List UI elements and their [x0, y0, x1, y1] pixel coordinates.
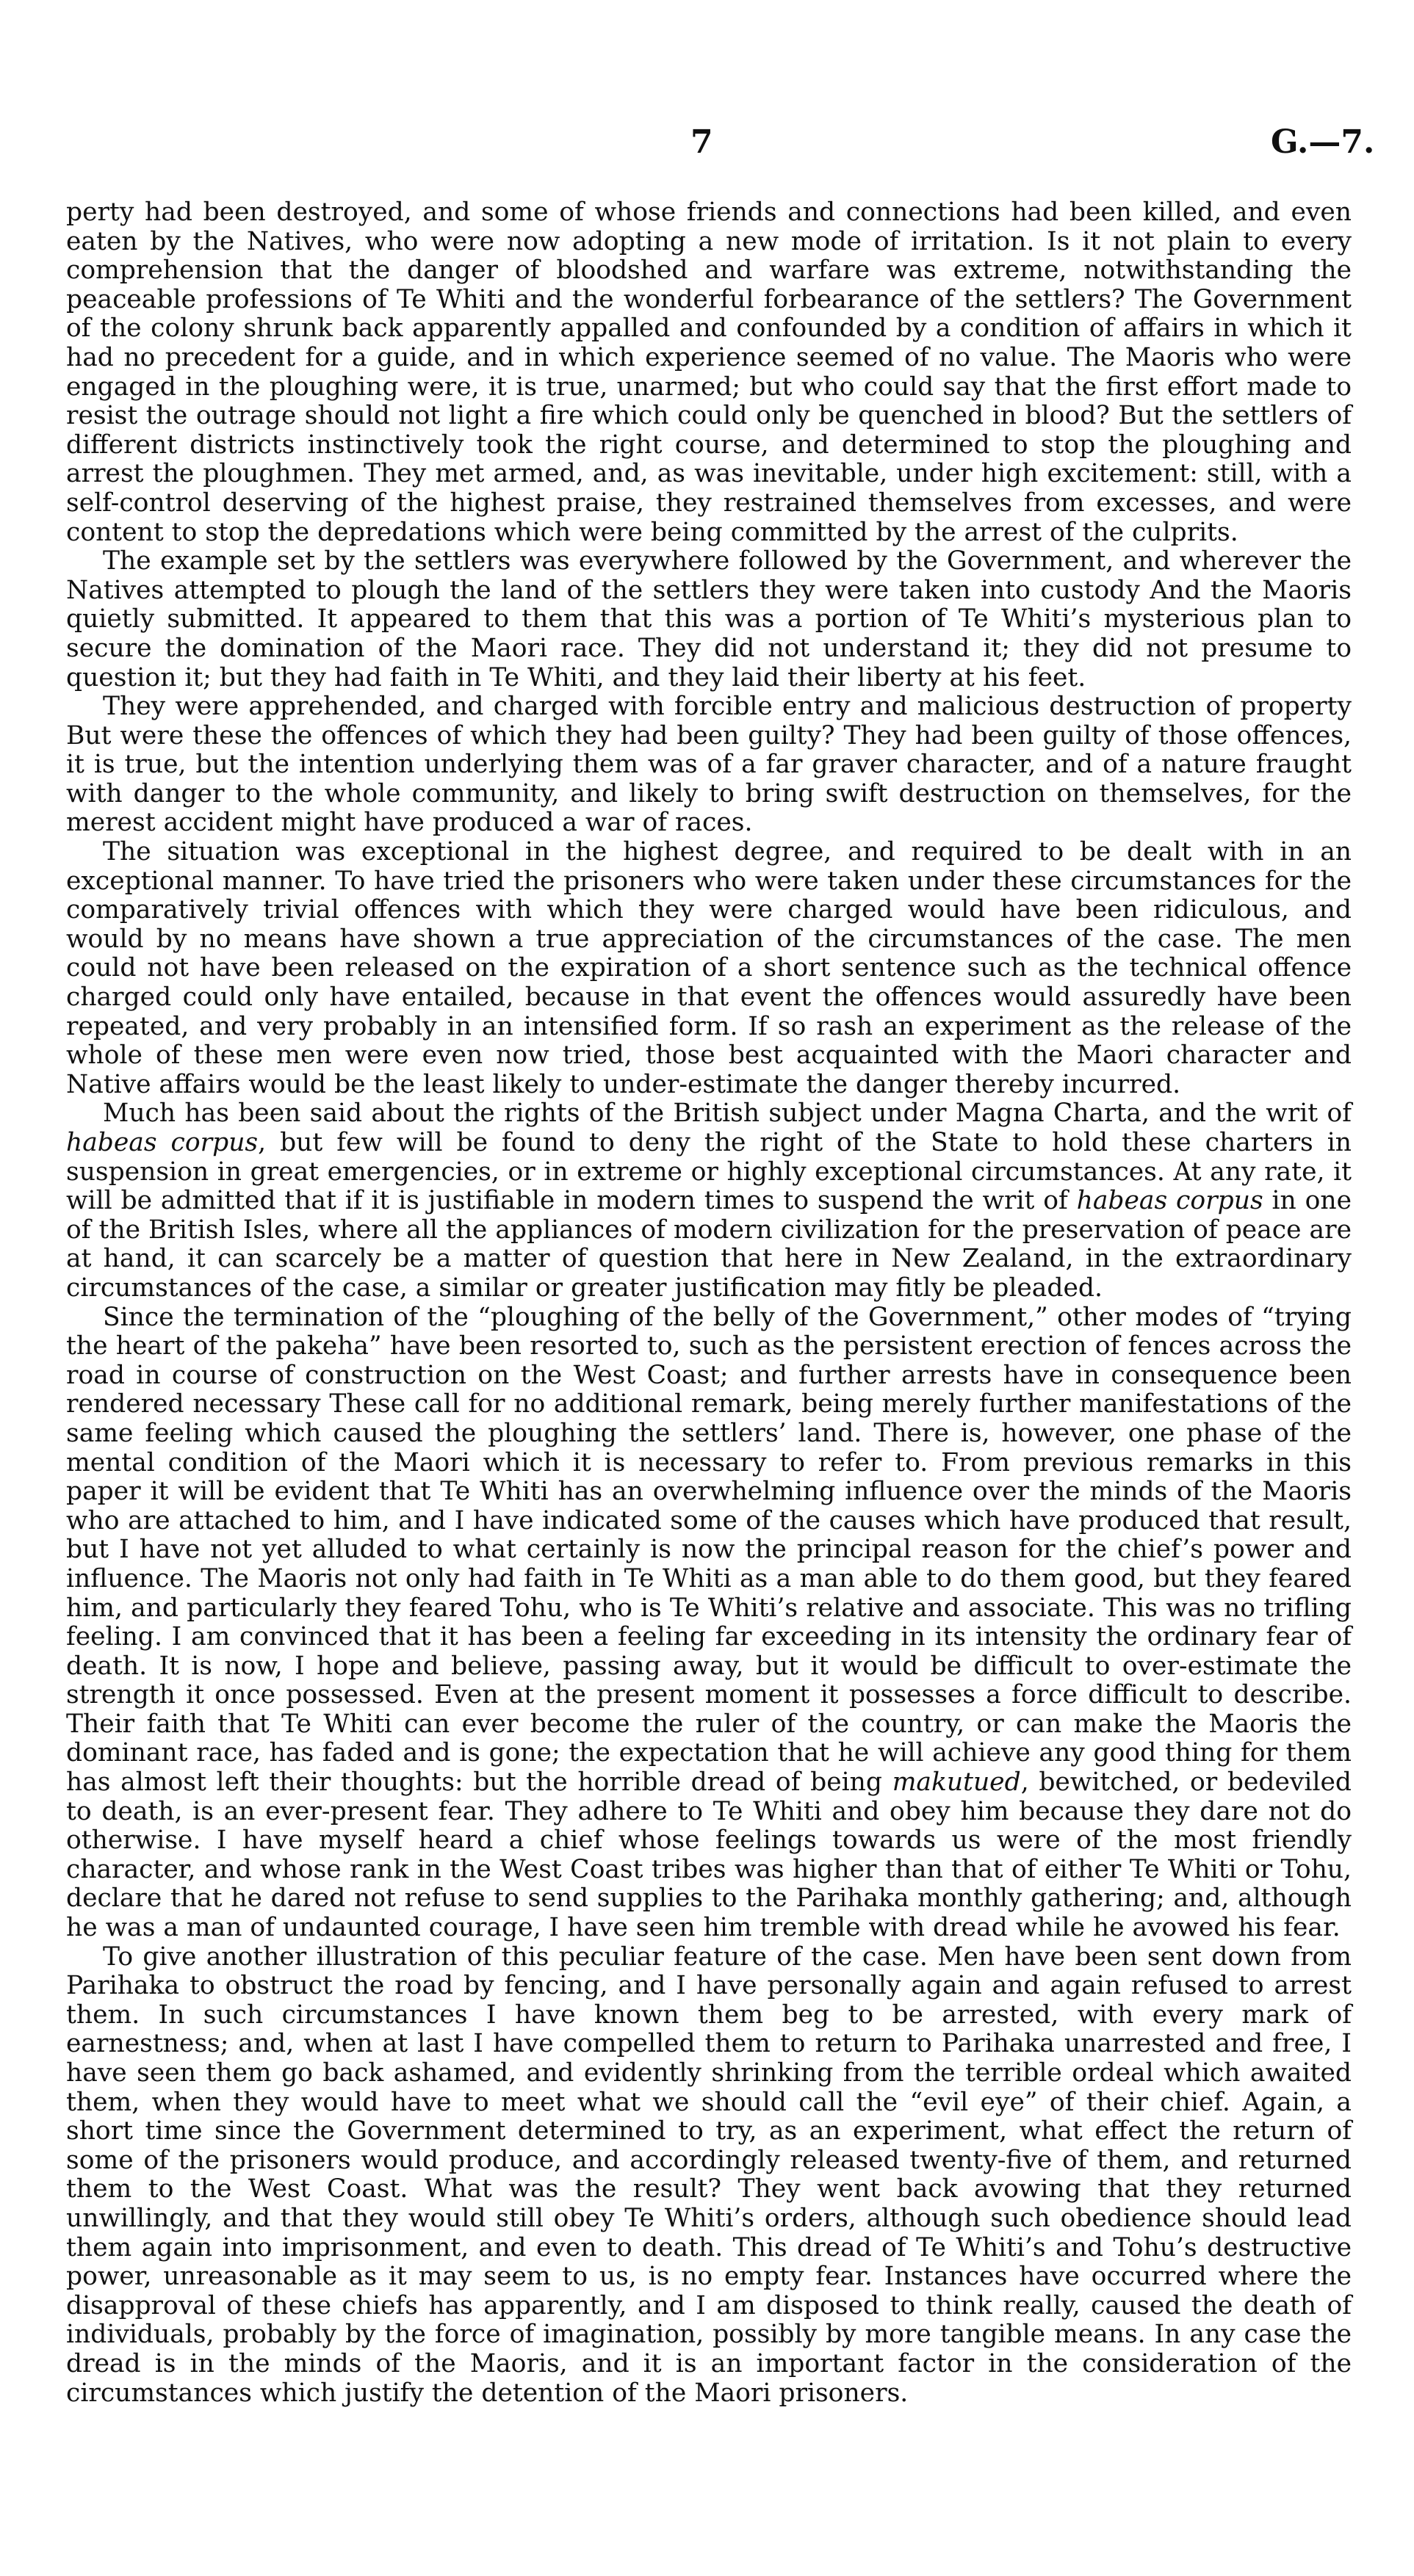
paragraph [66, 1943, 1352, 2409]
italic-term: makutued [892, 1768, 1021, 1798]
paragraph-text: , but few will be found to deny the right of the State to hold these charters in suspension in great emergencies, or in extreme or highly exceptional circumstances. At any rate, it will be admitted that if it is justifiable in modern times to suspend the writ of [66, 1128, 1352, 1216]
paragraph [66, 547, 1352, 692]
paragraph-text: in one of the British Isles, where all the appliances of modern civilization for the preservation of peace are at hand, it can scarcely be a matter of question that here in New Zealand, in the extraordinary circumstances of the case, a similar or greater justification may fitly be pleaded. [66, 1186, 1352, 1303]
paragraph [66, 692, 1352, 838]
paragraph [66, 1303, 1352, 1943]
page-header [0, 123, 1414, 182]
paragraph [66, 1099, 1352, 1303]
paragraph-text: They were apprehended, and charged with forcible entry and malicious destruction of property But were these the offences of which they had been guilty? They had been guilty of those offences, it is true, but the intention underlying them was of a far graver character, and of a nature fraught with danger to the whole community, and likely to bring swift destruction on themselves, for the merest accident might have produced a war of races. [66, 692, 1352, 838]
body-text [66, 198, 1352, 2408]
paragraph-text: , bewitched, or bedeviled to death, is an ever-present fear. They adhere to Te Whiti and obey him because they dare not do otherwise. I have myself heard a chief whose feelings towards us were of the most friendly character, and whose rank in the West Coast tribes was higher than that of either Te Whiti or Tohu, declare that he dared not refuse to send supplies to the Parihaka monthly gathering; and, although he was a man of undaunted courage, I have seen him tremble with dread while he avowed his fear. [66, 1768, 1352, 1943]
paragraph-text: Much has been said about the rights of the British subject under Magna Charta, and the writ of [103, 1099, 1352, 1129]
italic-term: habeas corpus [1076, 1186, 1263, 1216]
paragraph [66, 198, 1352, 547]
italic-term: habeas corpus [66, 1128, 259, 1157]
paragraph [66, 838, 1352, 1099]
paragraph-text: To give another illustration of this peculiar feature of the case. Men have been sent down from Parihaka to obstruct the road by fencing, and I have personally again and again refused to arrest them. In such circumstances I have known them beg to be arrested, with every mark of earnestness; and, when at last I have compelled them to return to Parihaka unarrested and free, I have seen them go back ashamed, and evidently shrinking from the terrible ordeal which awaited them, when they would have to meet what we should call the “evil eye” of their chief. Again, a short time since the Government determined to try, as an experiment, what effect the return of some of the prisoners would produce, and accordingly released twenty-five of them, and returned them to the West Coast. What was the result? They went back avowing that they returned unwillingly, and that they would still obey Te Whiti’s orders, although such obedience should lead them again into imprisonment, and even to death. This dread of Te Whiti’s and Tohu’s destructive power, unreasonable as it may seem to us, is no empty fear. Instances have occurred where the disapproval of these chiefs has apparently, and I am disposed to think really, caused the death of individuals, probably by the force of imagination, possibly by more tangible means. In any case the dread is in the minds of the Maoris, and it is an important factor in the consideration of the circumstances which justify the detention of the Maori prisoners. [66, 1942, 1352, 2408]
paragraph-text: perty had been destroyed, and some of whose friends and connections had been killed, and even eaten by the Natives, who were now adopting a new mode of irritation. Is it not plain to every comprehension that the danger of bloodshed and warfare was extreme, notwithstanding the peaceable professions of Te Whiti and the wonderful forbearance of the settlers? The Government of the colony shrunk back apparently appalled and confounded by a condition of affairs in which it had no precedent for a guide, and in which experience seemed of no value. The Maoris who were engaged in the ploughing were, it is true, unarmed; but who could say that the first effort made to resist the outrage should not light a fire which could only be quenched in blood? But the settlers of different districts instinctively took the right course, and determined to stop the ploughing and arrest the ploughmen. They met armed, and, as was inevitable, under high excitement: still, with a self-control deserving of the highest praise, they restrained themselves from excesses, and were content to stop the depredations which were being committed by the arrest of the culprits. [66, 198, 1352, 547]
document-reference: G.—7. [1271, 123, 1375, 161]
paragraph-text: The example set by the settlers was everywhere followed by the Government, and wherever the Natives attempted to plough the land of the settlers they were taken into custody And the Maoris quietly submitted. It appeared to them that this was a portion of Te Whiti’s mysterious plan to secure the domination of the Maori race. They did not understand it; they did not presume to question it; but they had faith in Te Whiti, and they laid their liberty at his feet. [66, 546, 1352, 692]
page-number: 7 [690, 123, 713, 161]
paragraph-text: Since the termination of the “ploughing of the belly of the Government,” other modes of “trying the heart of the pakeha” have been resorted to, such as the persistent erection of fences across the road in course of construction on the West Coast; and further arrests have in consequence been rendered necessary These call for no additional remark, being merely further manifestations of the same feeling which caused the ploughing the settlers’ land. There is, however, one phase of the mental condition of the Maori which it is necessary to refer to. From previous remarks in this paper it will be evident that Te Whiti has an overwhelming influence over the minds of the Maoris who are attached to him, and I have indicated some of the causes which have produced that result, but I have not yet alluded to what certainly is now the principal reason for the chief’s power and influence. The Maoris not only had faith in Te Whiti as a man able to do them good, but they feared him, and particularly they feared Tohu, who is Te Whiti’s relative and associate. This was no trifling feeling. I am convinced that it has been a feeling far exceeding in its intensity the ordinary fear of death. It is now, I hope and believe, passing away, but it would be difficult to over-estimate the strength it once possessed. Even at the present moment it possesses a force difficult to describe. Their faith that Te Whiti can ever become the ruler of the country, or can make the Maoris the dominant race, has faded and is gone; the expectation that he will achieve any good thing for them has almost left their thoughts: but the horrible dread of being [66, 1302, 1352, 1798]
paragraph-text: The situation was exceptional in the highest degree, and required to be dealt with in an exceptional manner. To have tried the prisoners who were taken under these circumstances for the comparatively trivial offences with which they were charged would have been ridiculous, and would by no means have shown a true appreciation of the circumstances of the case. The men could not have been released on the expiration of a short sentence such as the technical offence charged could only have entailed, because in that event the offences would assuredly have been repeated, and very probably in an intensified form. If so rash an experiment as the release of the whole of these men were even now tried, those best acquainted with the Maori character and Native affairs would be the least likely to under-estimate the danger thereby incurred. [66, 837, 1352, 1099]
